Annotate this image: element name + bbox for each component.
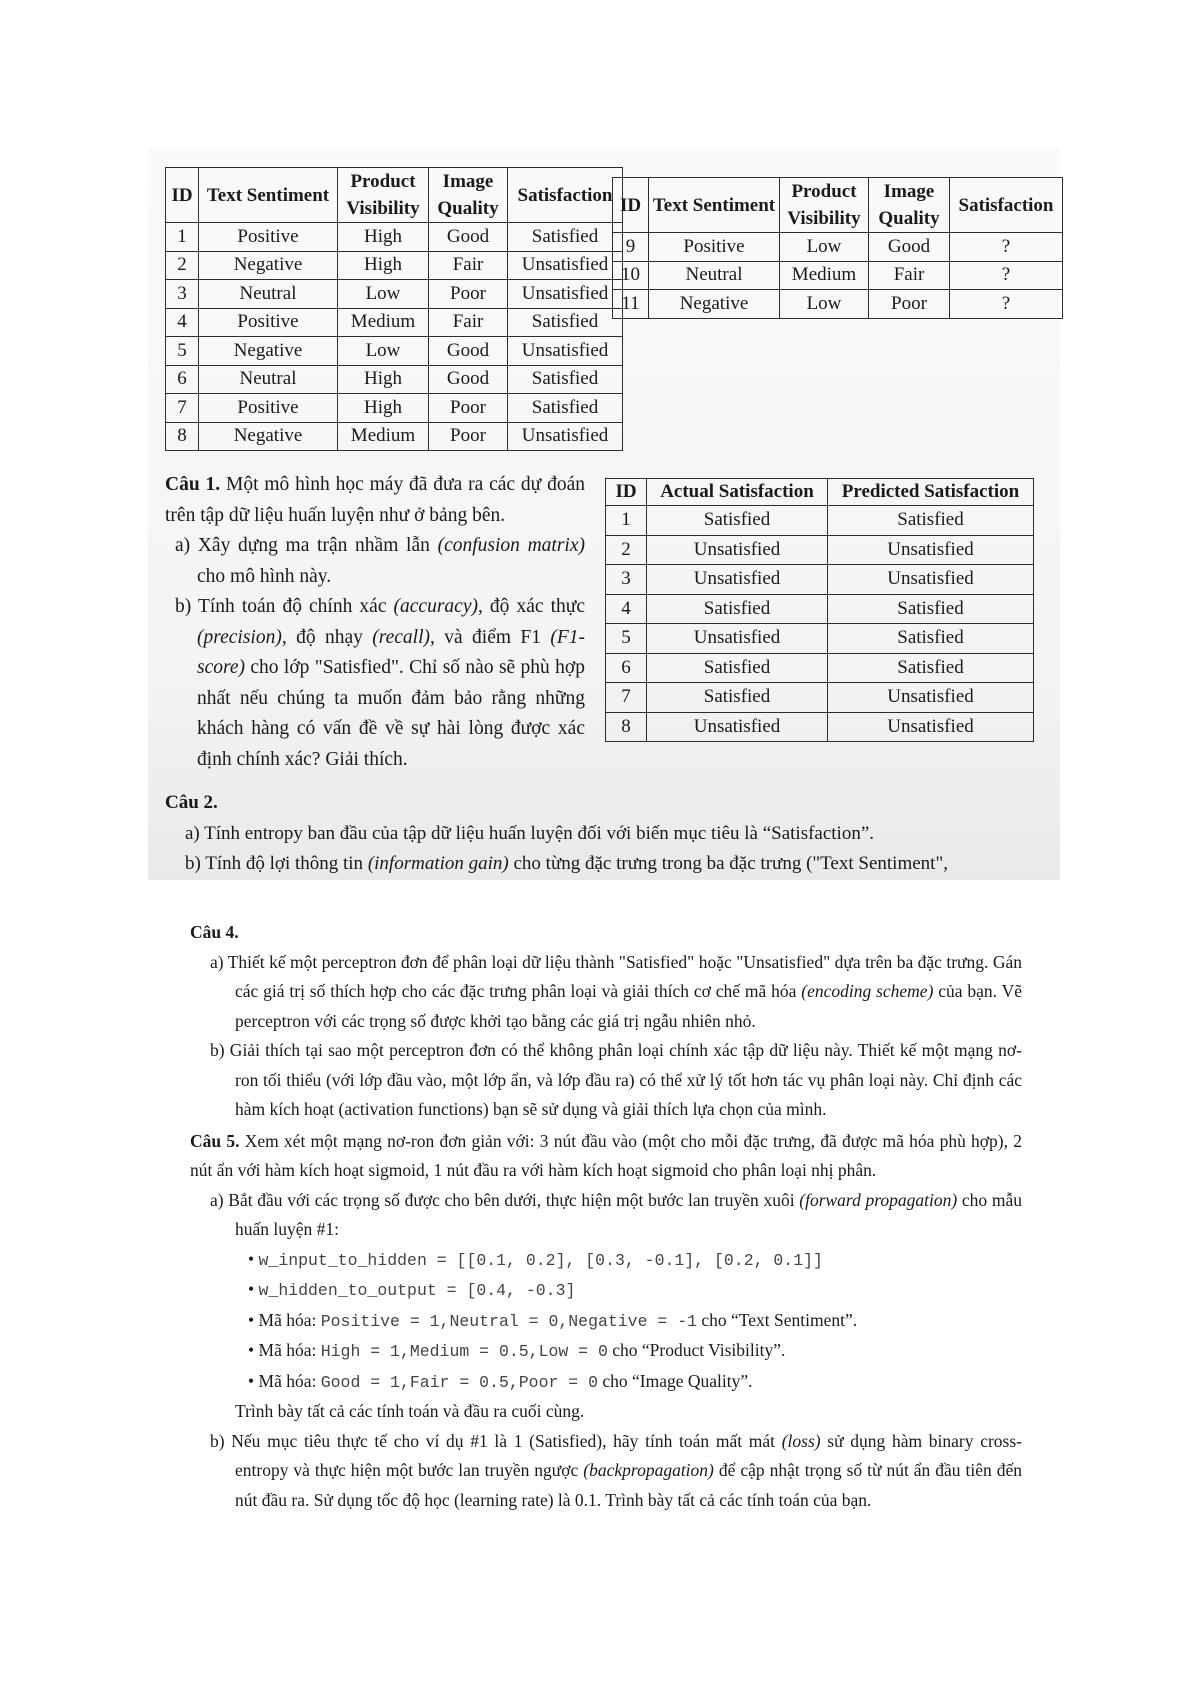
header-cell: Image Quality (869, 178, 950, 233)
training-table (165, 167, 623, 451)
table-cell: Neutral (649, 261, 780, 290)
question-4b: b) Giải thích tại sao một perceptron đơn có thể không phân loại chính xác tập dữ liệu này. Thiết kế một mạng nơ-ron tối thiểu (với lớp đầu vào, một lớp ẩn, và lớp đầu ra) có thể xử lý tốt hơn tác vụ phân loại này. Chỉ định các hàm kích hoạt (activation functions) bạn sẽ sử dụng và giải thích lựa chọn của mình. (210, 1040, 1022, 1119)
table-row (606, 683, 1034, 713)
table-row (166, 365, 623, 394)
bullet-encoding-visibility: • Mã hóa: High = 1,Medium = 0.5,Low = 0 cho “Product Visibility”. (248, 1340, 786, 1361)
test-table-header (613, 178, 1063, 233)
table-row (606, 565, 1034, 595)
header-cell: ID (606, 479, 647, 506)
table-row (613, 261, 1063, 290)
table-cell: 8 (606, 712, 647, 742)
table-cell: Low (780, 233, 869, 262)
table-row (166, 251, 623, 280)
table-cell: 7 (606, 683, 647, 713)
bullet-encoding-sentiment: • Mã hóa: Positive = 1,Neutral = 0,Negative = -1 cho “Text Sentiment”. (248, 1309, 858, 1331)
header-cell: Product Visibility (338, 168, 429, 223)
header-cell: Product Visibility (780, 178, 869, 233)
table-cell: Unsatisfied (828, 683, 1034, 713)
table-cell: Fair (869, 261, 950, 290)
table-cell: Satisfied (508, 394, 623, 423)
table-cell: Unsatisfied (647, 712, 828, 742)
table-cell: Neutral (199, 280, 338, 309)
table-cell: Medium (338, 308, 429, 337)
table-cell: Satisfied (647, 506, 828, 536)
table-cell: Low (780, 290, 869, 319)
table-cell: 9 (613, 233, 649, 262)
table-cell: Positive (199, 223, 338, 252)
table-cell: Negative (649, 290, 780, 319)
header-cell: ID (166, 168, 199, 223)
table-cell: 11 (613, 290, 649, 319)
question-5b: b) Nếu mục tiêu thực tế cho ví dụ #1 là 1 (Satisfied), hãy tính toán mất mát (loss) sử dụng hàm binary cross-entropy và thực hiện một bước lan truyền ngược (backpropagation) để cập nhật trọng số từ nút ẩn đầu tiên đến nút đầu ra. Sử dụng tốc độ học (learning rate) là 0.1. Trình bày tất cả các tính toán của bạn. (210, 1430, 1022, 1510)
table-row (606, 712, 1034, 742)
table-cell: 6 (606, 653, 647, 683)
table-cell: ? (950, 290, 1063, 319)
test-table (612, 177, 1063, 319)
table-cell: Unsatisfied (508, 422, 623, 451)
header-cell: Text Sentiment (199, 168, 338, 223)
question-5-label: Câu 5. (190, 1130, 240, 1151)
table-cell: Poor (429, 422, 508, 451)
lower-section (190, 918, 1022, 1515)
table-cell: Poor (869, 290, 950, 319)
question-1b: b) Tính toán độ chính xác (accuracy), độ xác thực (precision), độ nhạy (recall), và điểm F1 (F1-score) cho lớp "Satisfied". Chỉ số nào sẽ phù hợp nhất nếu chúng ta muốn đảm bảo rằng những khách hàng có vấn đề về sự hài lòng được xác định chính xác? Giải thích. (175, 596, 586, 770)
table-row (166, 422, 623, 451)
table-cell: Unsatisfied (828, 712, 1034, 742)
table-row (166, 394, 623, 423)
bullet-w-input: • w_input_to_hidden = [[0.1, 0.2], [0.3, -0.1], [0.2, 0.1]] (248, 1248, 823, 1270)
table-row (613, 290, 1063, 319)
prediction-table (605, 478, 1034, 742)
table-cell: 5 (606, 624, 647, 654)
table-cell: Satisfied (508, 308, 623, 337)
table-cell: Fair (429, 308, 508, 337)
table-cell: 3 (166, 280, 199, 309)
question-2 (165, 788, 1055, 880)
table-cell: Medium (338, 422, 429, 451)
question-2a: a) Tính entropy ban đầu của tập dữ liệu huấn luyện đối với biến mục tiêu là “Satisfaction”. (185, 822, 875, 844)
table-cell: Good (429, 365, 508, 394)
table-cell: Unsatisfied (828, 565, 1034, 595)
bullet-encoding-quality: • Mã hóa: Good = 1,Fair = 0.5,Poor = 0 cho “Image Quality”. (248, 1370, 753, 1392)
question-1-intro: Một mô hình học máy đã đưa ra các dự đoán trên tập dữ liệu huấn luyện như ở bảng bên. (165, 474, 585, 526)
table-cell: Positive (649, 233, 780, 262)
question-5a-end: Trình bày tất cả các tính toán và đầu ra cuối cùng. (235, 1401, 585, 1421)
training-table-header (166, 168, 623, 223)
question-2b: b) Tính độ lợi thông tin (information gain) cho từng đặc trưng trong ba đặc trưng ("Text Sentiment", (185, 853, 948, 874)
table-cell: 3 (606, 565, 647, 595)
table-cell: Satisfied (828, 506, 1034, 536)
table-row (606, 653, 1034, 683)
table-cell: Negative (199, 337, 338, 366)
question-4-label: Câu 4. (190, 922, 239, 942)
table-cell: Low (338, 337, 429, 366)
table-row (166, 337, 623, 366)
question-5a: a) Bắt đầu với các trọng số được cho bên dưới, thực hiện một bước lan truyền xuôi (forward propagation) cho mẫu huấn luyện #1: (210, 1189, 1022, 1239)
table-cell: Unsatisfied (508, 251, 623, 280)
table-cell: 2 (166, 251, 199, 280)
table-cell: 4 (606, 594, 647, 624)
table-cell: Low (338, 280, 429, 309)
table-cell: Negative (199, 251, 338, 280)
header-cell: Satisfaction (508, 168, 623, 223)
table-cell: 2 (606, 535, 647, 565)
table-cell: Good (429, 337, 508, 366)
table-cell: Satisfied (647, 653, 828, 683)
table-row (606, 624, 1034, 654)
table-cell: Unsatisfied (647, 535, 828, 565)
table-cell: Satisfied (508, 365, 623, 394)
table-cell: 10 (613, 261, 649, 290)
table-row (606, 535, 1034, 565)
table-cell: Unsatisfied (828, 535, 1034, 565)
table-cell: 6 (166, 365, 199, 394)
question-1-label: Câu 1. (165, 474, 221, 495)
table-cell: Satisfied (508, 223, 623, 252)
header-cell: Image Quality (429, 168, 508, 223)
question-4a: a) Thiết kế một perceptron đơn để phân loại dữ liệu thành "Satisfied" hoặc "Unsatisfied" dựa trên ba đặc trưng. Gán các giá trị số thích hợp cho các đặc trưng phân loại và giải thích cơ chế mã hóa (encoding scheme) của bạn. Vẽ perceptron với các trọng số được khởi tạo bằng các giá trị ngẫu nhiên nhỏ. (210, 951, 1022, 1031)
table-cell: Positive (199, 394, 338, 423)
table-cell: Satisfied (828, 624, 1034, 654)
table-cell: High (338, 365, 429, 394)
header-cell: Predicted Satisfaction (828, 479, 1034, 506)
header-cell: Actual Satisfaction (647, 479, 828, 506)
table-row (166, 280, 623, 309)
table-cell: High (338, 251, 429, 280)
table-cell: Poor (429, 280, 508, 309)
table-cell: Neutral (199, 365, 338, 394)
question-1 (165, 470, 585, 775)
table-cell: Satisfied (828, 653, 1034, 683)
table-cell: Poor (429, 394, 508, 423)
table-cell: 7 (166, 394, 199, 423)
table-cell: High (338, 223, 429, 252)
table-row (613, 233, 1063, 262)
table-cell: Good (869, 233, 950, 262)
table-cell: 5 (166, 337, 199, 366)
bullet-w-hidden: • w_hidden_to_output = [0.4, -0.3] (248, 1279, 576, 1300)
table-cell: Negative (199, 422, 338, 451)
table-cell: 1 (606, 506, 647, 536)
table-cell: Unsatisfied (508, 337, 623, 366)
table-cell: Unsatisfied (647, 624, 828, 654)
question-5: Câu 5. Xem xét một mạng nơ-ron đơn giản với: 3 nút đầu vào (một cho mỗi đặc trưng, đã được mã hóa phù hợp), 2 nút ẩn với hàm kích hoạt sigmoid, 1 nút đầu ra với hàm kích hoạt sigmoid cho phân loại nhị phân. (190, 1130, 1022, 1180)
table-row (606, 594, 1034, 624)
table-cell: Satisfied (647, 594, 828, 624)
table-cell: Fair (429, 251, 508, 280)
table-cell: 8 (166, 422, 199, 451)
table-cell: Positive (199, 308, 338, 337)
header-cell: Text Sentiment (649, 178, 780, 233)
table-row (166, 223, 623, 252)
question-1a: a) Xây dựng ma trận nhầm lẫn (confusion matrix) cho mô hình này. (175, 535, 585, 587)
table-cell: ? (950, 261, 1063, 290)
table-cell: Medium (780, 261, 869, 290)
table-cell: High (338, 394, 429, 423)
header-cell: ID (613, 178, 649, 233)
table-cell: Unsatisfied (647, 565, 828, 595)
table-cell: ? (950, 233, 1063, 262)
table-cell: Satisfied (647, 683, 828, 713)
table-cell: 4 (166, 308, 199, 337)
header-cell: Satisfaction (950, 178, 1063, 233)
table-cell: 1 (166, 223, 199, 252)
question-2-label: Câu 2. (165, 792, 218, 813)
table-row (166, 308, 623, 337)
table-cell: Good (429, 223, 508, 252)
prediction-table-header (606, 479, 1034, 506)
table-cell: Satisfied (828, 594, 1034, 624)
table-cell: Unsatisfied (508, 280, 623, 309)
table-row (606, 506, 1034, 536)
